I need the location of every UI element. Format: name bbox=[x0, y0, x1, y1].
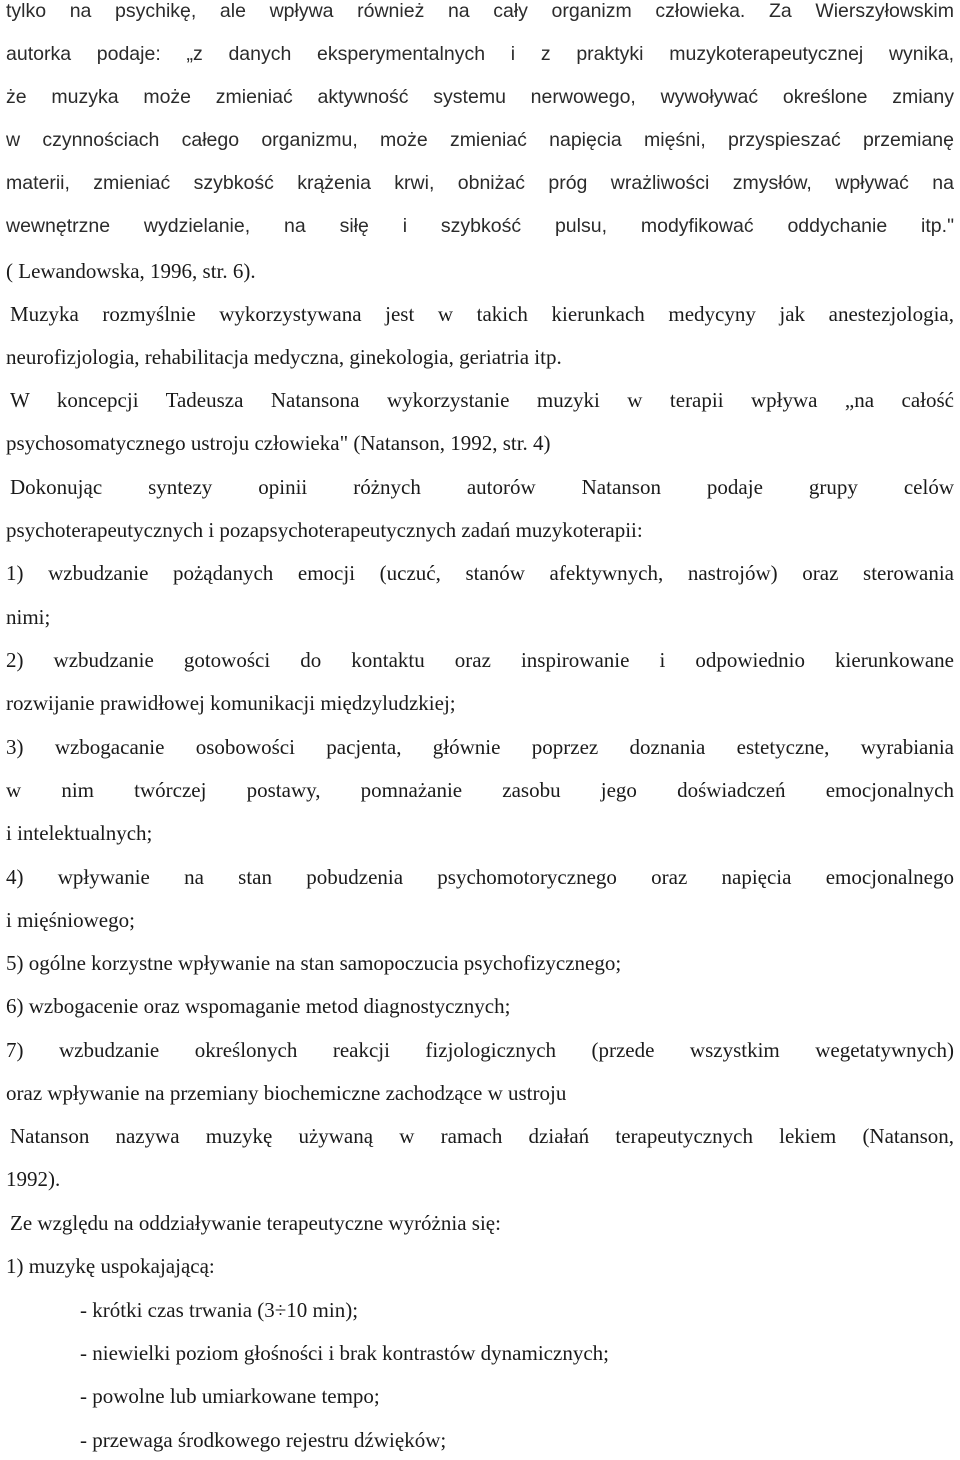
text-line: w czynnościach całego organizmu, może zmieniać napięcia mięśni, przyspieszać przemianę bbox=[6, 129, 954, 151]
text-line: ( Lewandowska, 1996, str. 6). bbox=[6, 259, 256, 283]
text-line: Dokonując syntezy opinii różnych autorów Natanson podaje grupy celów bbox=[10, 475, 954, 499]
text-line: i intelektualnych; bbox=[6, 821, 153, 845]
text-line: - krótki czas trwania (3÷10 min); bbox=[80, 1298, 359, 1322]
text-line: autorka podaje: „z danych eksperymentalnych i z praktyki muzykoterapeutycznej wynika, bbox=[6, 43, 954, 65]
text-line: 1) muzykę uspokajającą: bbox=[6, 1254, 215, 1278]
text-line: i mięśniowego; bbox=[6, 908, 135, 932]
text-line: 6) wzbogacenie oraz wspomaganie metod diagnostycznych; bbox=[6, 994, 511, 1018]
text-line: Muzyka rozmyślnie wykorzystywana jest w takich kierunkach medycyny jak anestezjologia, bbox=[10, 302, 954, 326]
text-line: psychoterapeutycznych i pozapsychoterapeutycznych zadań muzykoterapii: bbox=[6, 518, 643, 542]
text-line: oraz wpływanie na przemiany biochemiczne zachodzące w ustroju bbox=[6, 1081, 567, 1105]
text-line: nimi; bbox=[6, 605, 51, 629]
text-line: że muzyka może zmieniać aktywność systemu nerwowego, wywoływać określone zmiany bbox=[6, 86, 954, 108]
text-line: 2) wzbudzanie gotowości do kontaktu oraz inspirowanie i odpowiednio kierunkowane bbox=[6, 648, 954, 672]
text-line: Natanson nazywa muzykę używaną w ramach działań terapeutycznych lekiem (Natanson, bbox=[10, 1124, 954, 1148]
text-line: W koncepcji Tadeusza Natansona wykorzystanie muzyki w terapii wpływa „na całość bbox=[10, 388, 954, 412]
text-line: 7) wzbudzanie określonych reakcji fizjologicznych (przede wszystkim wegetatywnych) bbox=[6, 1038, 954, 1062]
text-line: 5) ogólne korzystne wpływanie na stan samopoczucia psychofizycznego; bbox=[6, 951, 622, 975]
text-line: tylko na psychikę, ale wpływa również na cały organizm człowieka. Za Wierszyłowskim bbox=[6, 0, 954, 22]
text-line: neurofizjologia, rehabilitacja medyczna, ginekologia, geriatria itp. bbox=[6, 345, 562, 369]
text-line: psychosomatycznego ustroju człowieka" (Natanson, 1992, str. 4) bbox=[6, 431, 551, 455]
text-line: rozwijanie prawidłowej komunikacji międzyludzkiej; bbox=[6, 691, 456, 715]
text-line: - przewaga środkowego rejestru dźwięków; bbox=[80, 1428, 447, 1452]
text-line: wewnętrzne wydzielanie, na siłę i szybkość pulsu, modyfikować oddychanie itp." bbox=[6, 215, 954, 237]
text-line: - niewielki poziom głośności i brak kontrastów dynamicznych; bbox=[80, 1341, 609, 1365]
text-line: 1) wzbudzanie pożądanych emocji (uczuć, stanów afektywnych, nastrojów) oraz sterowania bbox=[6, 561, 954, 585]
text-line: - powolne lub umiarkowane tempo; bbox=[80, 1384, 380, 1408]
text-line: 3) wzbogacanie osobowości pacjenta, głównie poprzez doznania estetyczne, wyrabiania bbox=[6, 735, 954, 759]
text-line: materii, zmieniać szybkość krążenia krwi, obniżać próg wrażliwości zmysłów, wpływać na bbox=[6, 172, 954, 194]
text-line: Ze względu na oddziaływanie terapeutyczne wyróżnia się: bbox=[10, 1211, 501, 1235]
text-line: 1992). bbox=[6, 1167, 61, 1191]
text-line: w nim twórczej postawy, pomnażanie zasobu jego doświadczeń emocjonalnych bbox=[6, 778, 954, 802]
text-line: 4) wpływanie na stan pobudzenia psychomotorycznego oraz napięcia emocjonalnego bbox=[6, 865, 954, 889]
